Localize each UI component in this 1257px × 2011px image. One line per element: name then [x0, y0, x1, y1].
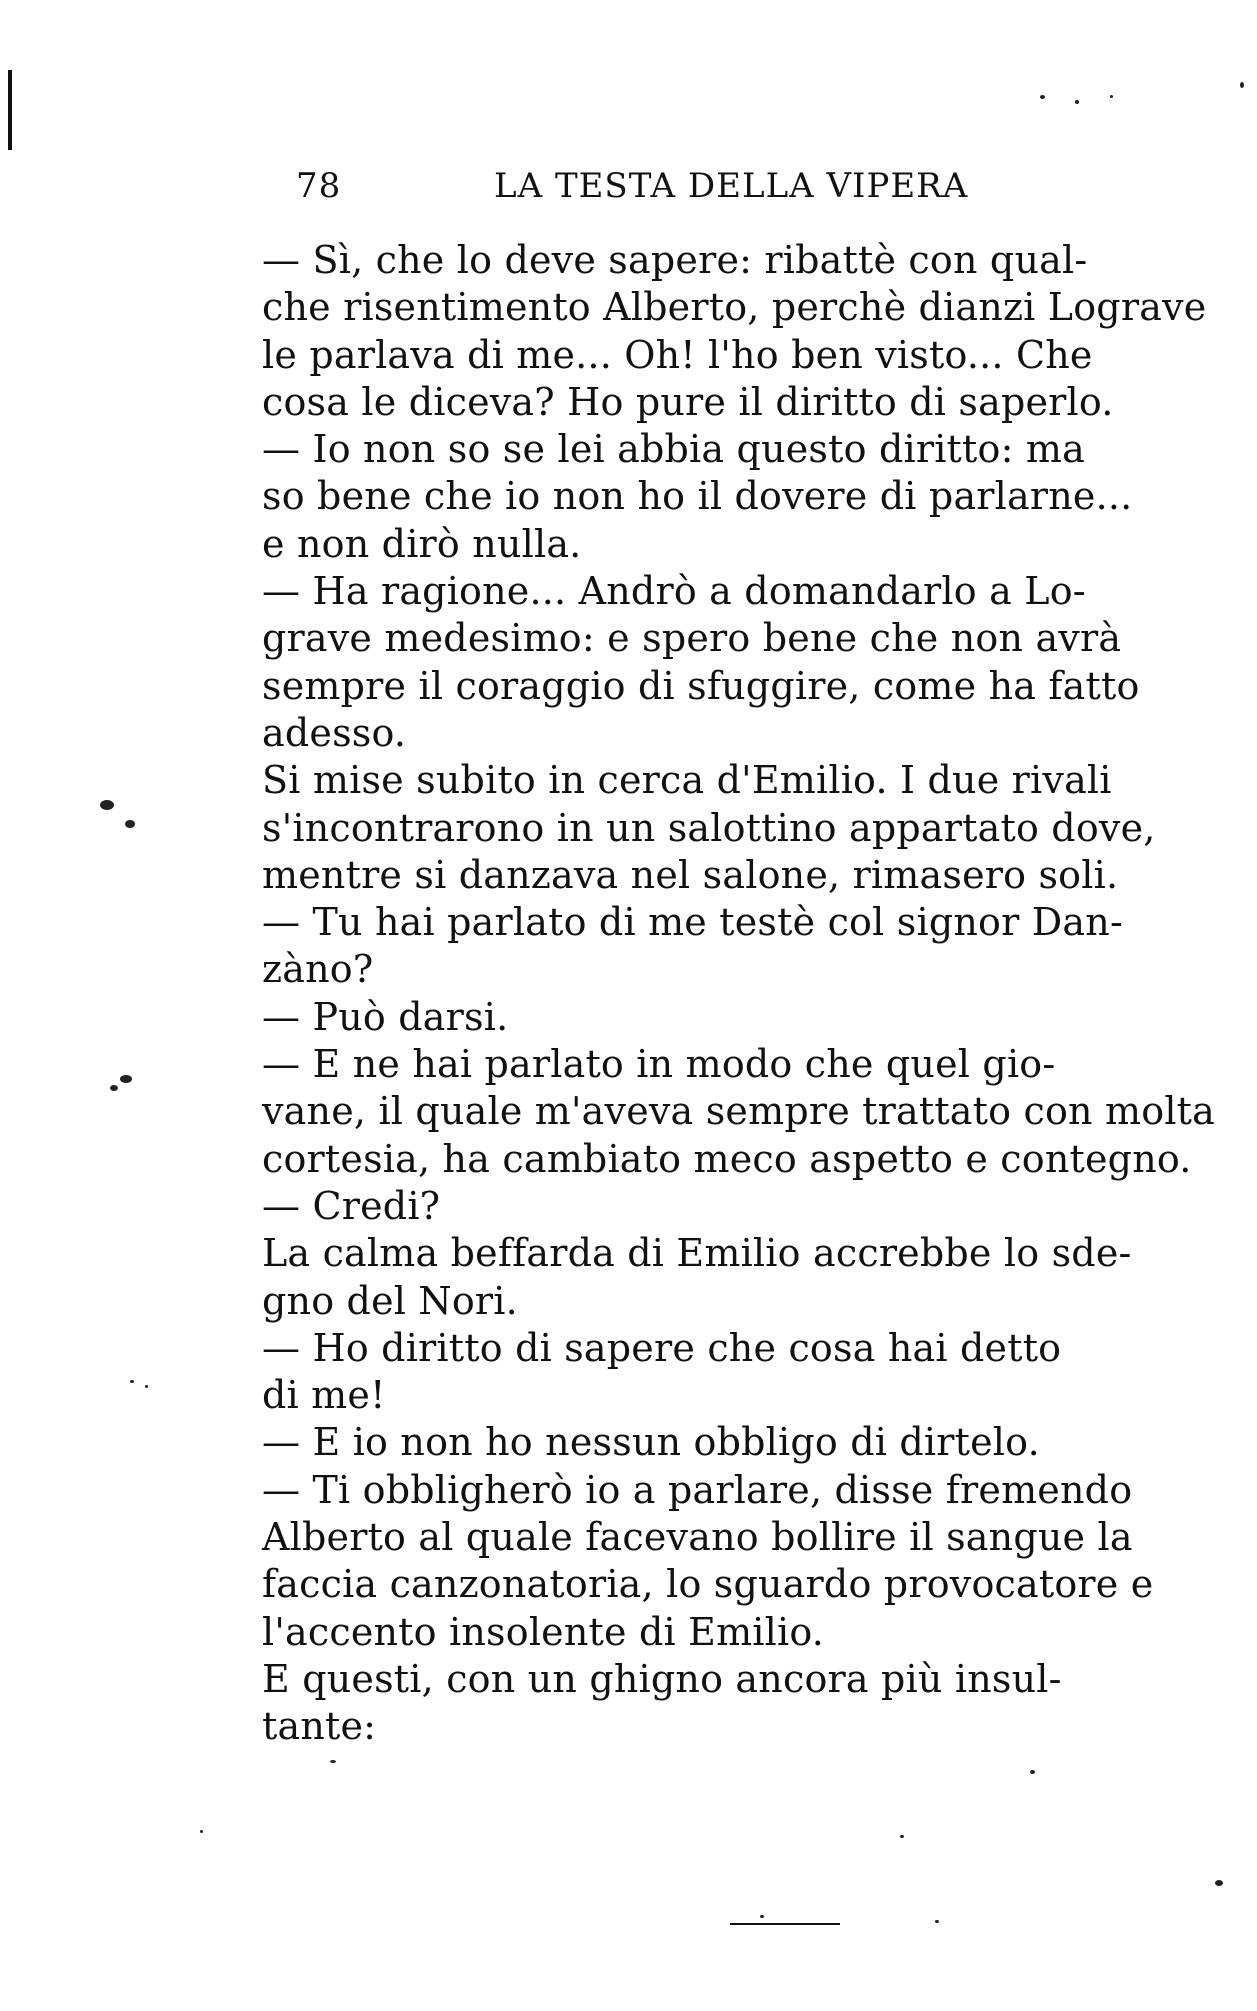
scan-speck — [200, 1830, 203, 1833]
text-line: — Credi? — [262, 1183, 441, 1228]
scan-speck — [120, 1075, 132, 1083]
scan-speck — [935, 1920, 939, 1923]
text-line: zàno? — [262, 947, 374, 992]
text-line: cortesia, ha cambiato meco aspetto e contegno. — [262, 1136, 1192, 1181]
scan-speck — [145, 1385, 148, 1388]
text-line: l'accento insolente di Emilio. — [262, 1609, 825, 1654]
text-line: che risentimento Alberto, perchè dianzi Lograve — [262, 285, 1207, 330]
scan-speck — [760, 1915, 764, 1918]
scan-speck — [110, 1085, 118, 1091]
scan-speck — [330, 1760, 336, 1763]
scan-speck — [900, 1835, 904, 1838]
text-line: e non dirò nulla. — [262, 521, 582, 566]
scan-edge-mark — [8, 70, 12, 150]
text-line: — E ne hai parlato in modo che quel gio- — [262, 1042, 1056, 1087]
scan-speck — [1075, 100, 1079, 104]
scan-speck — [1030, 1770, 1035, 1774]
text-line: Alberto al quale facevano bollire il sangue la — [262, 1515, 1133, 1560]
text-line: — E io non ho nessun obbligo di dirtelo. — [262, 1420, 1040, 1465]
scan-speck — [100, 800, 114, 810]
text-line: — Ha ragione... Andrò a domandarlo a Lo- — [262, 569, 1086, 614]
scan-edge-mark — [730, 1923, 840, 1925]
text-line: — Ho diritto di sapere che cosa hai detto — [262, 1325, 1062, 1370]
text-line: La calma beffarda di Emilio accrebbe lo sde- — [262, 1231, 1132, 1276]
text-line: grave medesimo: e spero bene che non avrà — [262, 616, 1122, 661]
running-title: LA TESTA DELLA VIPERA — [494, 166, 969, 206]
text-line: adesso. — [262, 710, 407, 755]
text-line: faccia canzonatoria, lo sguardo provocatore e — [262, 1562, 1154, 1607]
page-number: 78 — [296, 166, 342, 206]
page-header — [296, 166, 1196, 216]
text-line: gno del Nori. — [262, 1278, 518, 1323]
text-line: s'incontrarono in un salottino appartato dove, — [262, 805, 1156, 850]
text-line: — Tu hai parlato di me testè col signor Dan- — [262, 900, 1123, 945]
scan-speck — [1215, 1880, 1223, 1886]
text-line: — Ti obbligherò io a parlare, disse fremendo — [262, 1467, 1133, 1512]
text-line: — Può darsi. — [262, 994, 509, 1039]
scan-speck — [1040, 95, 1045, 99]
text-line: mentre si danzava nel salone, rimasero soli. — [262, 852, 1119, 897]
text-line: cosa le diceva? Ho pure il diritto di saperlo. — [262, 379, 1114, 424]
text-line: so bene che io non ho il dovere di parlarne... — [262, 474, 1133, 519]
text-line: Si mise subito in cerca d'Emilio. I due rivali — [262, 758, 1112, 803]
text-line: sempre il coraggio di sfuggire, come ha fatto — [262, 663, 1140, 708]
scan-speck — [1110, 95, 1113, 98]
body-text — [262, 237, 1215, 1751]
text-line: vane, il quale m'aveva sempre trattato con molta — [262, 1089, 1215, 1134]
text-line: di me! — [262, 1373, 386, 1418]
text-line: — Io non so se lei abbia questo diritto: ma — [262, 427, 1085, 472]
text-line: le parlava di me... Oh! l'ho ben visto... Che — [262, 332, 1093, 377]
scan-speck — [130, 1380, 134, 1383]
text-line: E questi, con un ghigno ancora più insul- — [262, 1656, 1062, 1701]
text-line: tante: — [262, 1704, 377, 1749]
text-line: — Sì, che lo deve sapere: ribattè con qual- — [262, 238, 1088, 282]
scan-speck — [125, 820, 135, 828]
scan-speck — [1240, 82, 1244, 88]
